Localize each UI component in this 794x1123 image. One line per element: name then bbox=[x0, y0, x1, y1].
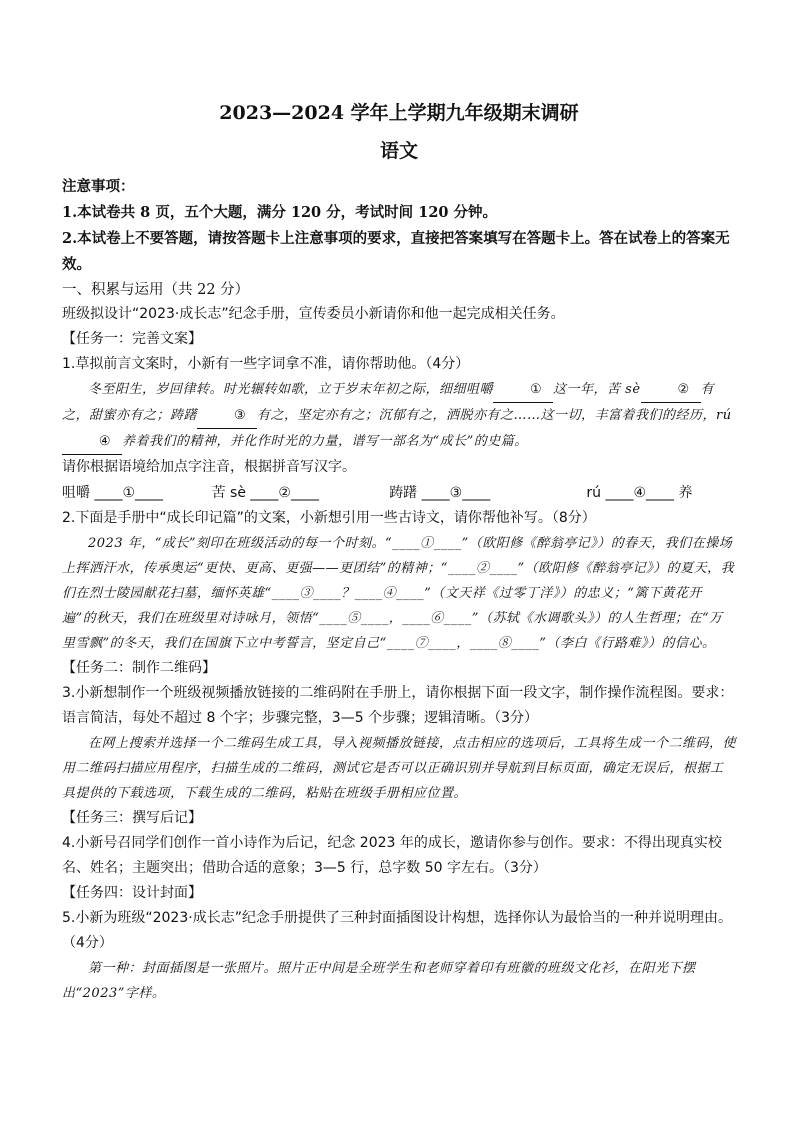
passage-1 bbox=[62, 377, 736, 455]
question-3: 3.小新想制作一个班级视频播放链接的二维码附在手册上，请你根据下面一段文字，制作操作流程图。要求：语言简洁，每处不超过 8 个字；步骤完整，3—5 个步骤；逻辑清晰。（3分） bbox=[62, 685, 734, 726]
fill-item-4: rú ____④____ 养 bbox=[586, 485, 693, 501]
section-1-title: 一、积累与运用（共 22 分） bbox=[62, 282, 250, 298]
passage-5: 第一种：封面插图是一张照片。照片正中间是全班学生和老师穿着印有班徽的班级文化衫，在阳光下摆出“2023”字样。 bbox=[62, 961, 696, 1001]
answer-fill-row bbox=[62, 480, 736, 506]
task-4-label: 【任务四：设计封面】 bbox=[62, 885, 202, 901]
question-4: 4.小新号召同学们创作一首小诗作为后记，纪念 2023 年的成长，邀请你参与创作。要求：不得出现真实校名、姓名；主题突出；借助合适的意象；3—5 行，总字数 50 字左右。（3分） bbox=[62, 835, 722, 876]
task-1-label: 【任务一：完善文案】 bbox=[62, 331, 202, 347]
fill-item-3: 踌躇 ____③____ bbox=[389, 485, 491, 501]
fill-item-2: 苦 sè ____②____ bbox=[211, 485, 319, 501]
notice-item-2: 2.本试卷上不要答题，请按答题卡上注意事项的要求，直接把答案填写在答题卡上。答在试卷上的答案无效。 bbox=[62, 230, 730, 273]
blank-3: ③ bbox=[197, 403, 257, 429]
passage-1-part-b: 这一年，苦 sè bbox=[553, 382, 641, 397]
question-2: 2.下面是手册中“成长印记篇”的文案，小新想引用一些古诗文，请你帮他补写。（8分） bbox=[62, 510, 596, 526]
passage-1-part-e: 养着我们的精神，并化作时光的力量，谱写一部名为“成长”的史篇。 bbox=[122, 434, 528, 449]
section-1-intro: 班级拟设计“2023·成长志”纪念手册，宣传委员小新请你和他一起完成相关任务。 bbox=[62, 306, 565, 322]
subject-title: 语文 bbox=[379, 140, 418, 162]
question-1: 1.草拟前言文案时，小新有一些字词拿不准，请你帮助他。（4分） bbox=[62, 356, 470, 372]
question-5: 5.小新为班级“2023·成长志”纪念手册提供了三种封面插图设计构想，选择你认为最恰当的一种并说明理由。（4分） bbox=[62, 910, 732, 951]
blank-2: ② bbox=[641, 377, 701, 403]
task-3-label: 【任务三：撰写后记】 bbox=[62, 810, 202, 826]
passage-2: 2023 年，“成长”刻印在班级活动的每一个时刻。“____①____”（欧阳修《醉翁亭记》）的春天，我们在操场上挥洒汗水，传承奥运“更快、更高、更强——更团结”的精神；“____②____”（欧阳修《醉翁亭记》）的夏天，我们在烈士陵园献花扫墓，缅怀英雄“____③____？____④____”（文天祥《过零丁洋》）的忠义；“篱下黄花开遍”的秋天，我们在班级里对诗咏月，领悟“____⑤____，____⑥____”（苏轼《水调歌头》）的人生哲理；在“万里雪飘”的冬天，我们在国旗下立中考誓言，坚定自己“____⑦____，____⑧____”（李白《行路难》）的信心。 bbox=[62, 536, 735, 651]
passage-1-part-c: 有之，甜蜜亦有之；踌躇 bbox=[62, 382, 715, 423]
blank-4: ④ bbox=[62, 429, 122, 455]
fill-item-1: 咀嚼 ____①____ bbox=[62, 485, 164, 501]
exam-title: 2023—2024 学年上学期九年级期末调研 bbox=[219, 102, 579, 124]
notice-heading: 注意事项： bbox=[62, 178, 135, 195]
question-1-instruction: 请你根据语境给加点字注音，根据拼音写汉字。 bbox=[62, 459, 356, 475]
passage-1-part-d: 有之，坚定亦有之；沉郁有之，洒脱亦有之……这一切，丰富着我们的经历，rú bbox=[257, 408, 732, 423]
task-2-label: 【任务二：制作二维码】 bbox=[62, 660, 216, 676]
passage-3: 在网上搜索并选择一个二维码生成工具，导入视频播放链接，点击相应的选项后，工具将生成一个二维码，使用二维码扫描应用程序，扫描生成的二维码，测试它是否可以正确识别并导航到目标页面，确定无误后，根据工具提供的下载选项，下载生成的二维码，粘贴在班级手册相应位置。 bbox=[62, 736, 737, 801]
passage-1-part-a: 冬至阳生，岁回律转。时光辗转如歌，立于岁末年初之际，细细咀嚼 bbox=[88, 382, 494, 397]
blank-1: ① bbox=[493, 377, 553, 403]
notice-item-1: 1.本试卷共 8 页，五个大题，满分 120 分，考试时间 120 分钟。 bbox=[62, 204, 498, 221]
